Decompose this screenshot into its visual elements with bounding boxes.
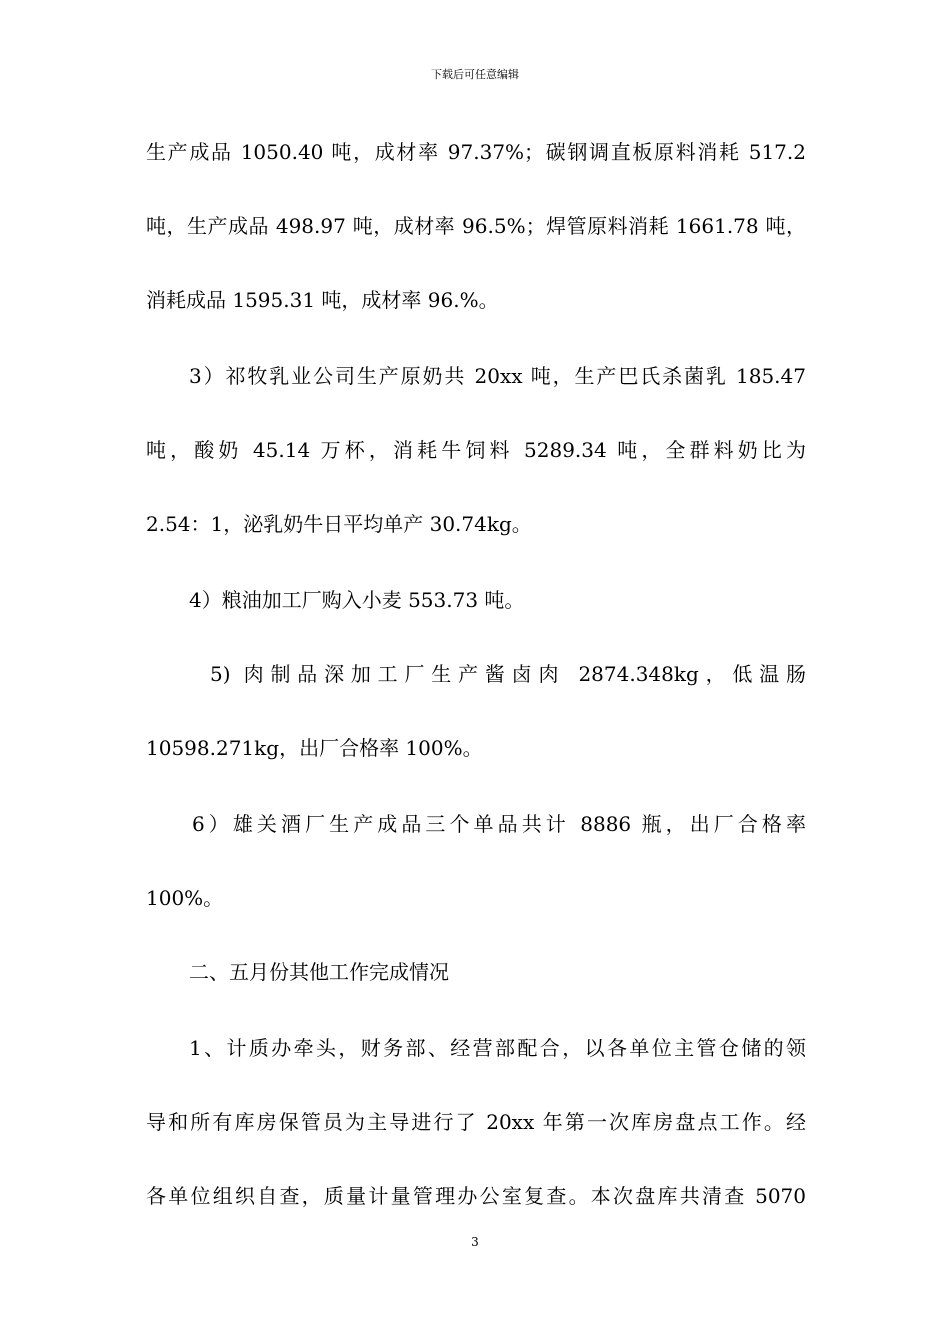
text-line-11: 100%。 <box>146 886 224 910</box>
text-line-8: 5) 肉制品深加工厂生产酱卤肉 2874.348kg，低温肠 <box>210 662 806 686</box>
text-line-2: 吨，生产成品 498.97 吨，成材率 96.5%；焊管原料消耗 1661.78 吨， <box>146 214 806 238</box>
text-line-9: 10598.271kg，出厂合格率 100%。 <box>146 736 483 760</box>
text-line-5: 吨，酸奶 45.14 万杯，消耗牛饲料 5289.34 吨，全群料奶比为 <box>146 438 806 462</box>
text-line-15: 各单位组织自查，质量计量管理办公室复查。本次盘库共清查 5070 <box>146 1184 806 1208</box>
text-line-10: 6）雄关酒厂生产成品三个单品共计 8886 瓶，出厂合格率 <box>192 812 806 836</box>
text-line-3: 消耗成品 1595.31 吨，成材率 96.%。 <box>146 288 499 312</box>
section-heading: 二、五月份其他工作完成情况 <box>189 960 449 984</box>
page-number: 3 <box>471 1235 479 1249</box>
page-header: 下载后可任意编辑 <box>431 68 519 81</box>
text-line-6: 2.54：1，泌乳奶牛日平均单产 30.74kg。 <box>146 512 532 536</box>
text-line-13: 1、计质办牵头，财务部、经营部配合，以各单位主管仓储的领 <box>189 1036 806 1060</box>
text-line-1: 生产成品 1050.40 吨，成材率 97.37%；碳钢调直板原料消耗 517.2 <box>146 140 806 164</box>
text-line-7: 4）粮油加工厂购入小麦 553.73 吨。 <box>189 588 525 612</box>
text-line-4: 3）祁牧乳业公司生产原奶共 20xx 吨，生产巴氏杀菌乳 185.47 <box>189 364 806 388</box>
text-line-14: 导和所有库房保管员为主导进行了 20xx 年第一次库房盘点工作。经 <box>146 1110 806 1134</box>
